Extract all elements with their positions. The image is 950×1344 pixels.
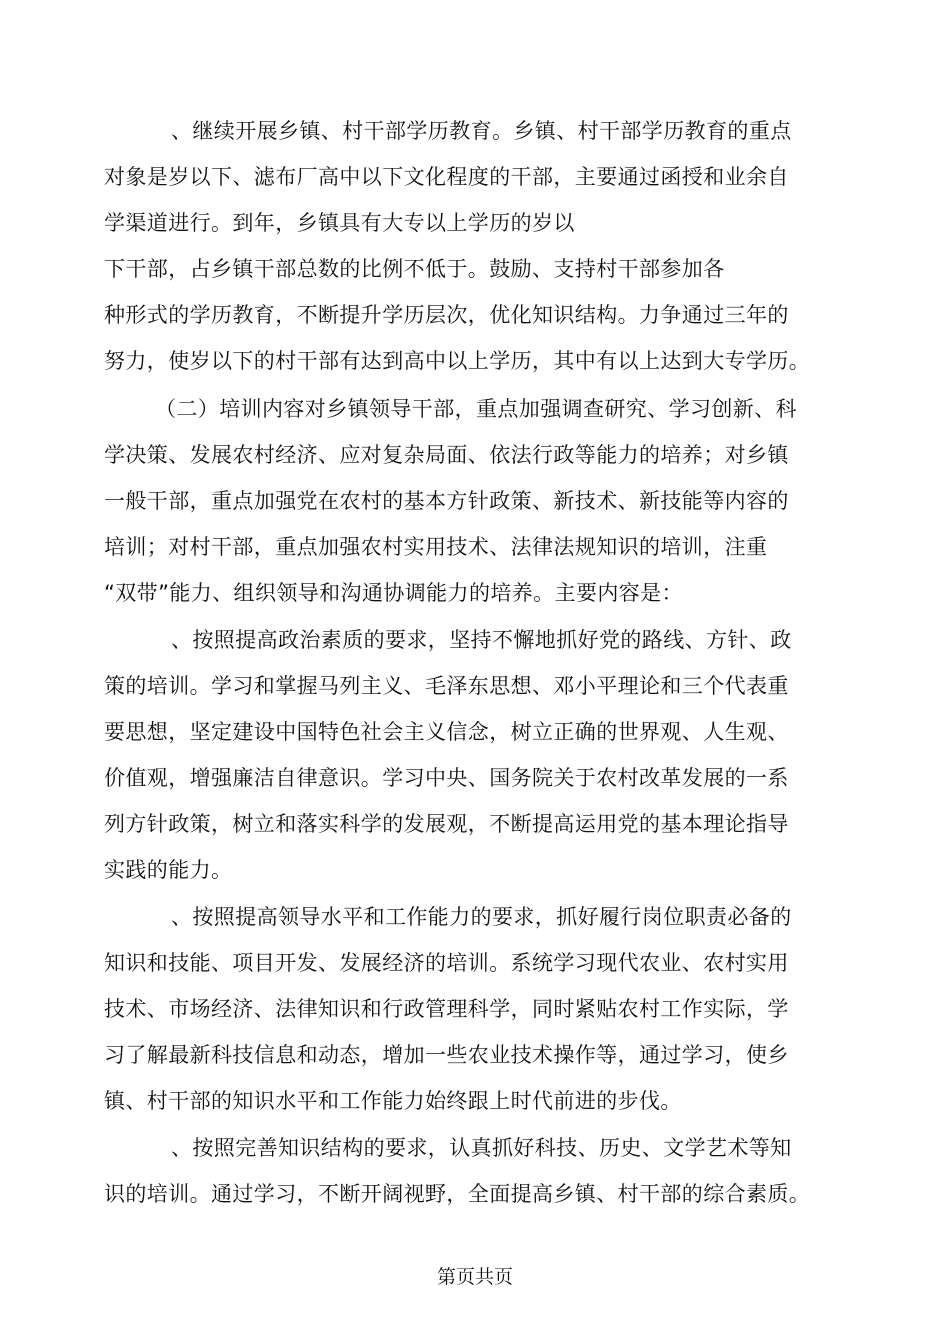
text-line: 习了解最新科技信息和动态，增加一些农业技术操作等，通过学习，使乡 <box>104 1043 789 1067</box>
text-line: 下干部，占乡镇干部总数的比例不低于。鼓励、支持村干部参加各 <box>104 257 725 281</box>
text-line: 努力，使岁以下的村干部有达到高中以上学历，其中有以上达到大专学历。 <box>104 349 811 373</box>
text-line: 、继续开展乡镇、村干部学历教育。乡镇、村干部学历教育的重点 <box>171 119 792 143</box>
text-line: 、按照提高领导水平和工作能力的要求，抓好履行岗位职责必备的 <box>171 905 792 929</box>
text-line: 、按照完善知识结构的要求，认真抓好科技、历史、文学艺术等知 <box>171 1136 792 1160</box>
text-line: 一般干部，重点加强党在农村的基本方针政策、新技术、新技能等内容的 <box>104 489 789 513</box>
text-line: 价值观，增强廉洁自律意识。学习中央、国务院关于农村改革发展的一系 <box>104 766 789 790</box>
text-line: （二）培训内容对乡镇领导干部，重点加强调查研究、学习创新、科 <box>155 397 797 421</box>
text-line: 知识和技能、项目开发、发展经济的培训。系统学习现代农业、农村实用 <box>104 951 789 975</box>
text-line: 、按照提高政治素质的要求，坚持不懈地抓好党的路线、方针、政 <box>171 628 792 652</box>
text-line: 对象是岁以下、滤布厂高中以下文化程度的干部，主要通过函授和业余自 <box>104 165 789 189</box>
text-line: 策的培训。学习和掌握马列主义、毛泽东思想、邓小平理论和三个代表重 <box>104 674 789 698</box>
text-line: “双带”能力、组织领导和沟通协调能力的培养。主要内容是： <box>104 581 683 605</box>
text-line: 要思想，坚定建设中国特色社会主义信念，树立正确的世界观、人生观、 <box>104 720 789 744</box>
text-line: 种形式的学历教育，不断提升学历层次，优化知识结构。力争通过三年的 <box>104 303 789 327</box>
page-number-footer: 第页共页 <box>436 1266 513 1288</box>
text-line: 技术、市场经济、法律知识和行政管理科学，同时紧贴农村工作实际，学 <box>104 997 789 1021</box>
text-line: 培训；对村干部，重点加强农村实用技术、法律法规知识的培训，注重 <box>104 535 768 559</box>
text-line: 列方针政策，树立和落实科学的发展观，不断提高运用党的基本理论指导 <box>104 812 789 836</box>
text-line: 学决策、发展农村经济、应对复杂局面、依法行政等能力的培养；对乡镇 <box>104 443 789 467</box>
text-line: 镇、村干部的知识水平和工作能力始终跟上时代前进的步伐。 <box>104 1089 682 1113</box>
text-line: 识的培训。通过学习，不断开阔视野，全面提高乡镇、村干部的综合素质。 <box>104 1182 811 1206</box>
text-line: 实践的能力。 <box>104 858 233 882</box>
text-line: 学渠道进行。到年，乡镇具有大专以上学历的岁以 <box>104 211 575 235</box>
